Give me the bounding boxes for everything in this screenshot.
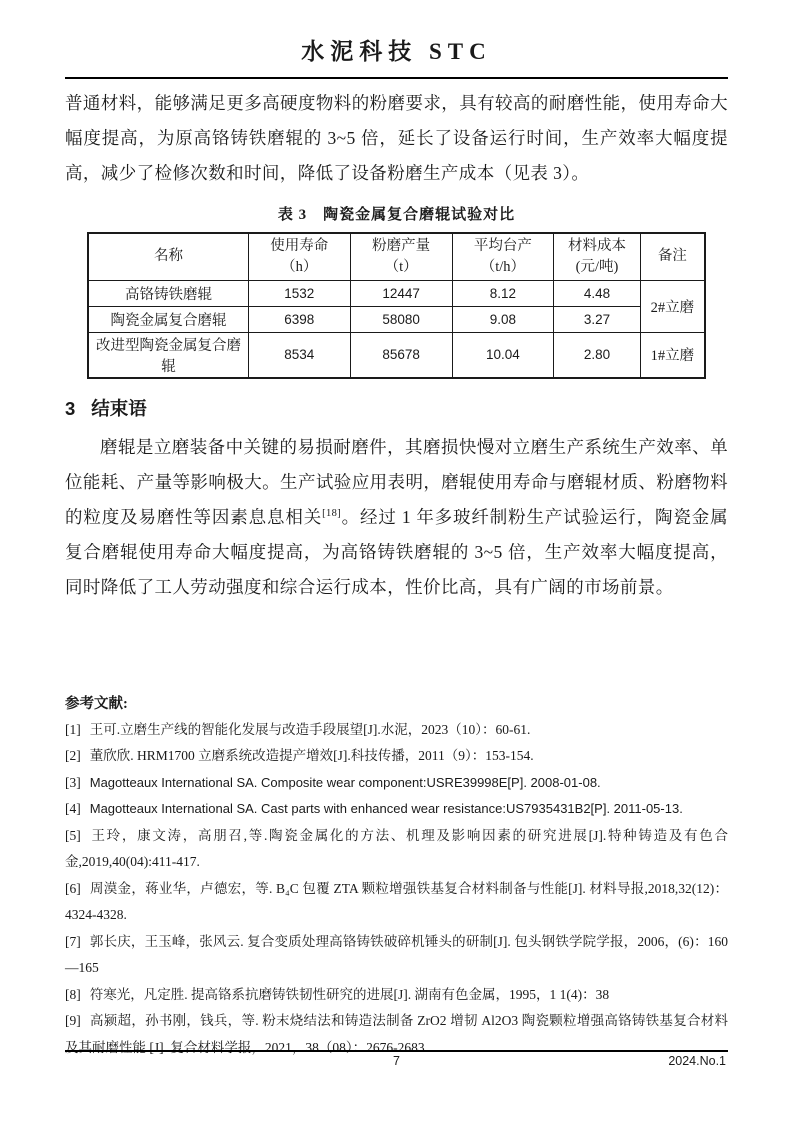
reference-label: [7]	[65, 933, 81, 949]
cell-name: 陶瓷金属复合磨辊	[88, 306, 248, 332]
cell-life: 8534	[248, 332, 350, 378]
citation-superscript: [18]	[322, 507, 342, 519]
column-header-output	[350, 233, 452, 280]
table-body	[88, 280, 705, 378]
cell-average: 10.04	[452, 332, 554, 378]
cell-output: 58080	[350, 306, 452, 332]
header-rule	[65, 77, 728, 79]
reference-label: [6]	[65, 880, 81, 896]
cell-note: 1#立磨	[640, 332, 705, 378]
reference-text: 周漠金，蒋业华，卢德宏，等. B₄C 包覆 ZTA 颗粒增强铁基复合材料制备与性能[J]. 材料导报,2018,32(12)： 4324-4328.	[65, 880, 728, 922]
column-header-life	[248, 233, 350, 280]
cell-cost: 4.48	[554, 280, 640, 306]
reference-label: [9]	[65, 1013, 81, 1028]
section-heading	[65, 395, 728, 421]
page-content	[65, 86, 728, 1061]
reference-item	[65, 770, 728, 797]
cell-life: 1532	[248, 280, 350, 306]
cell-output: 12447	[350, 280, 452, 306]
conclusion-text-before: 磨辊是立磨装备中关键的易损耐磨件，其磨损快慢对立磨生产系统生产效率、单位能耗、产量等影响极大。生产试验应用表明，磨辊使用寿命与磨辊材质、粉磨物料的粒度及易磨性等因素息息相关	[65, 436, 728, 527]
table-row	[88, 332, 705, 378]
cell-average: 8.12	[452, 280, 554, 306]
table-header-row	[88, 233, 705, 280]
references-heading: 参考文献:	[65, 695, 128, 712]
page-footer	[65, 1050, 728, 1072]
cell-cost: 2.80	[554, 332, 640, 378]
cell-name: 高铬铸铁磨辊	[88, 280, 248, 306]
section-title: 结束语	[91, 397, 147, 419]
reference-text: Magotteaux International SA. Composite wear component:USRE39998E[P]. 2008-01-08.	[89, 774, 601, 790]
column-unit: （h）	[281, 258, 318, 275]
column-title: 平均台产	[473, 237, 532, 254]
cell-life: 6398	[248, 306, 350, 332]
column-title: 材料成本	[567, 237, 626, 254]
references-section	[65, 691, 728, 1062]
page-header	[65, 0, 728, 79]
reference-item	[65, 717, 728, 744]
column-header-average	[452, 233, 554, 280]
page-number: 7	[393, 1054, 400, 1068]
column-unit: （t）	[384, 258, 418, 275]
reference-item	[65, 796, 728, 823]
comparison-table	[87, 232, 706, 379]
reference-label: [1]	[65, 721, 81, 737]
reference-item	[65, 876, 728, 929]
section-number: 3	[65, 397, 76, 419]
reference-text: 王可.立磨生产线的智能化发展与改造手段展望[J].水泥，2023（10）：60-61.	[89, 721, 531, 737]
cell-output: 85678	[350, 332, 452, 378]
cell-average: 9.08	[452, 306, 554, 332]
reference-label: [4]	[65, 801, 81, 816]
table-header	[88, 233, 705, 280]
column-header-note	[640, 233, 705, 280]
column-title: 备注	[657, 248, 687, 265]
reference-text: 王玲，康文涛，高朋召,等.陶瓷金属化的方法、机理及影响因素的研究进展[J].特种铸造及有色合金,2019,40(04):411-417.	[65, 827, 728, 869]
reference-label: [3]	[65, 774, 81, 790]
column-unit: （t/h）	[480, 258, 526, 275]
reference-item	[65, 929, 728, 982]
reference-item	[65, 823, 728, 876]
reference-text: 郭长庆，王玉峰，张风云. 复合变质处理高铬铸铁破碎机锤头的研制[J]. 包头钢铁学院学报，2006，(6)：160—165	[65, 933, 728, 975]
reference-text: 高颍超，孙书刚，钱兵，等. 粉末烧结法和铸造法制备 ZrO2 增韧 Al2O3 陶瓷颗粒增强高铬铸铁基复合材料及其耐磨性能 [J]. 复合材料学报，2021，38（08）：2676-2683.	[65, 1013, 728, 1055]
cell-name: 改进型陶瓷金属复合磨辊	[88, 332, 248, 378]
reference-label: [8]	[65, 986, 81, 1002]
table-row	[88, 306, 705, 332]
issue-label: 2024.No.1	[668, 1054, 726, 1068]
intro-paragraph: 普通材料，能够满足更多高硬度物料的粉磨要求，具有较高的耐磨性能，使用寿命大幅度提高，为原高铬铸铁磨辊的 3~5 倍，延长了设备运行时间，生产效率大幅度提高，减少了检修次数和时间，降低了设备粉磨生产成本（见表 3）。	[65, 93, 728, 183]
reference-item	[65, 982, 728, 1009]
reference-item	[65, 743, 728, 770]
reference-label: [5]	[65, 827, 81, 843]
column-header-name	[88, 233, 248, 280]
footer-row	[65, 1052, 728, 1072]
column-title: 使用寿命	[270, 237, 329, 254]
journal-title: 水泥科技 STC	[301, 39, 492, 64]
reference-text: Magotteaux International SA. Cast parts with enhanced wear resistance:US7935431B2[P]. 2011-05-13.	[89, 801, 683, 816]
column-title: 名称	[153, 248, 183, 265]
table-caption: 表 3 陶瓷金属复合磨辊试验对比	[277, 207, 516, 223]
reference-text: 董欣欣. HRM1700 立磨系统改造提产增效[J].科技传播，2011（9）：153-154.	[89, 748, 534, 763]
reference-text: 符寒光，凡定胜. 提高铬系抗磨铸铁韧性研究的进展[J]. 湖南有色金属，1995，1 1(4)：38	[89, 986, 610, 1002]
column-unit: (元/吨)	[575, 258, 619, 275]
reference-label: [2]	[65, 748, 81, 763]
conclusion-text-after: 。经过 1 年多玻纤制粉生产试验运行，陶瓷金属复合磨辊使用寿命大幅度提高，为高铬铸铁磨辊的 3~5 倍，生产效率大幅度提高，同时降低了工人劳动强度和综合运行成本，性价比高，具有广阔的市场前景。	[65, 506, 728, 597]
cell-cost: 3.27	[554, 306, 640, 332]
table-row	[88, 280, 705, 306]
column-title: 粉磨产量	[372, 237, 431, 254]
column-header-cost	[554, 233, 640, 280]
cell-note-merged: 2#立磨	[640, 280, 705, 332]
conclusion-paragraph	[65, 430, 728, 605]
